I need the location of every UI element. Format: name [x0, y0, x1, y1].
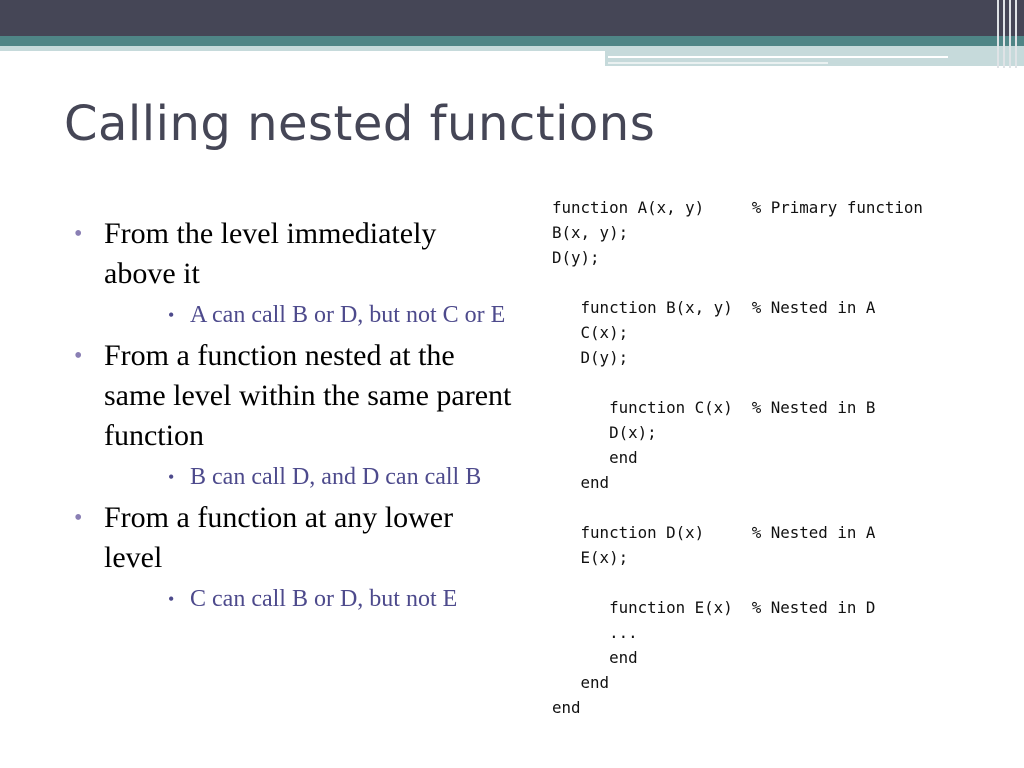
bullet-marker: • [74, 221, 83, 247]
code-line: function A(x, y) % Primary function [552, 198, 923, 217]
bullet-marker: • [74, 505, 83, 531]
code-line: end [552, 673, 610, 692]
code-line: ... [552, 623, 638, 642]
bullet-list [74, 214, 514, 620]
banner-line [608, 56, 948, 58]
code-line: C(x); [552, 323, 629, 342]
bullet-item [74, 336, 514, 456]
sub-bullet-marker: • [168, 305, 175, 325]
bullet-item [74, 214, 514, 294]
code-line: function E(x) % Nested in D [552, 598, 876, 617]
code-line: end [552, 648, 638, 667]
slide-title: Calling nested functions [64, 96, 656, 152]
sub-bullet-item [168, 582, 514, 616]
sub-bullet-item [168, 460, 514, 494]
bullet-text: From a function nested at the same level within the same parent function [104, 339, 512, 452]
code-listing [552, 195, 923, 720]
sub-bullet-text: C can call B or D, but not E [190, 586, 458, 612]
code-line: D(x); [552, 423, 657, 442]
sub-bullet-text: A can call B or D, but not C or E [190, 302, 506, 328]
bullet-marker: • [74, 343, 83, 369]
code-line: D(y); [552, 248, 600, 267]
code-line: end [552, 473, 610, 492]
code-line: function D(x) % Nested in A [552, 523, 876, 542]
banner-dark [0, 0, 1024, 36]
sub-bullet-marker: • [168, 467, 175, 487]
banner-teal [0, 36, 1024, 46]
bullet-text: From a function at any lower level [104, 501, 454, 574]
code-line: end [552, 448, 638, 467]
banner-stripes [994, 0, 1024, 68]
code-line: B(x, y); [552, 223, 629, 242]
sub-bullet-item [168, 298, 514, 332]
banner-line [608, 62, 828, 64]
sub-bullet-text: B can call D, and D can call B [190, 464, 482, 490]
sub-bullet-marker: • [168, 589, 175, 609]
bullet-item [74, 498, 514, 578]
code-line: function C(x) % Nested in B [552, 398, 876, 417]
code-line: end [552, 698, 581, 717]
code-line: function B(x, y) % Nested in A [552, 298, 876, 317]
bullet-text: From the level immediately above it [104, 217, 437, 290]
banner-pale-strip [0, 46, 605, 51]
code-line: E(x); [552, 548, 629, 567]
code-line: D(y); [552, 348, 629, 367]
